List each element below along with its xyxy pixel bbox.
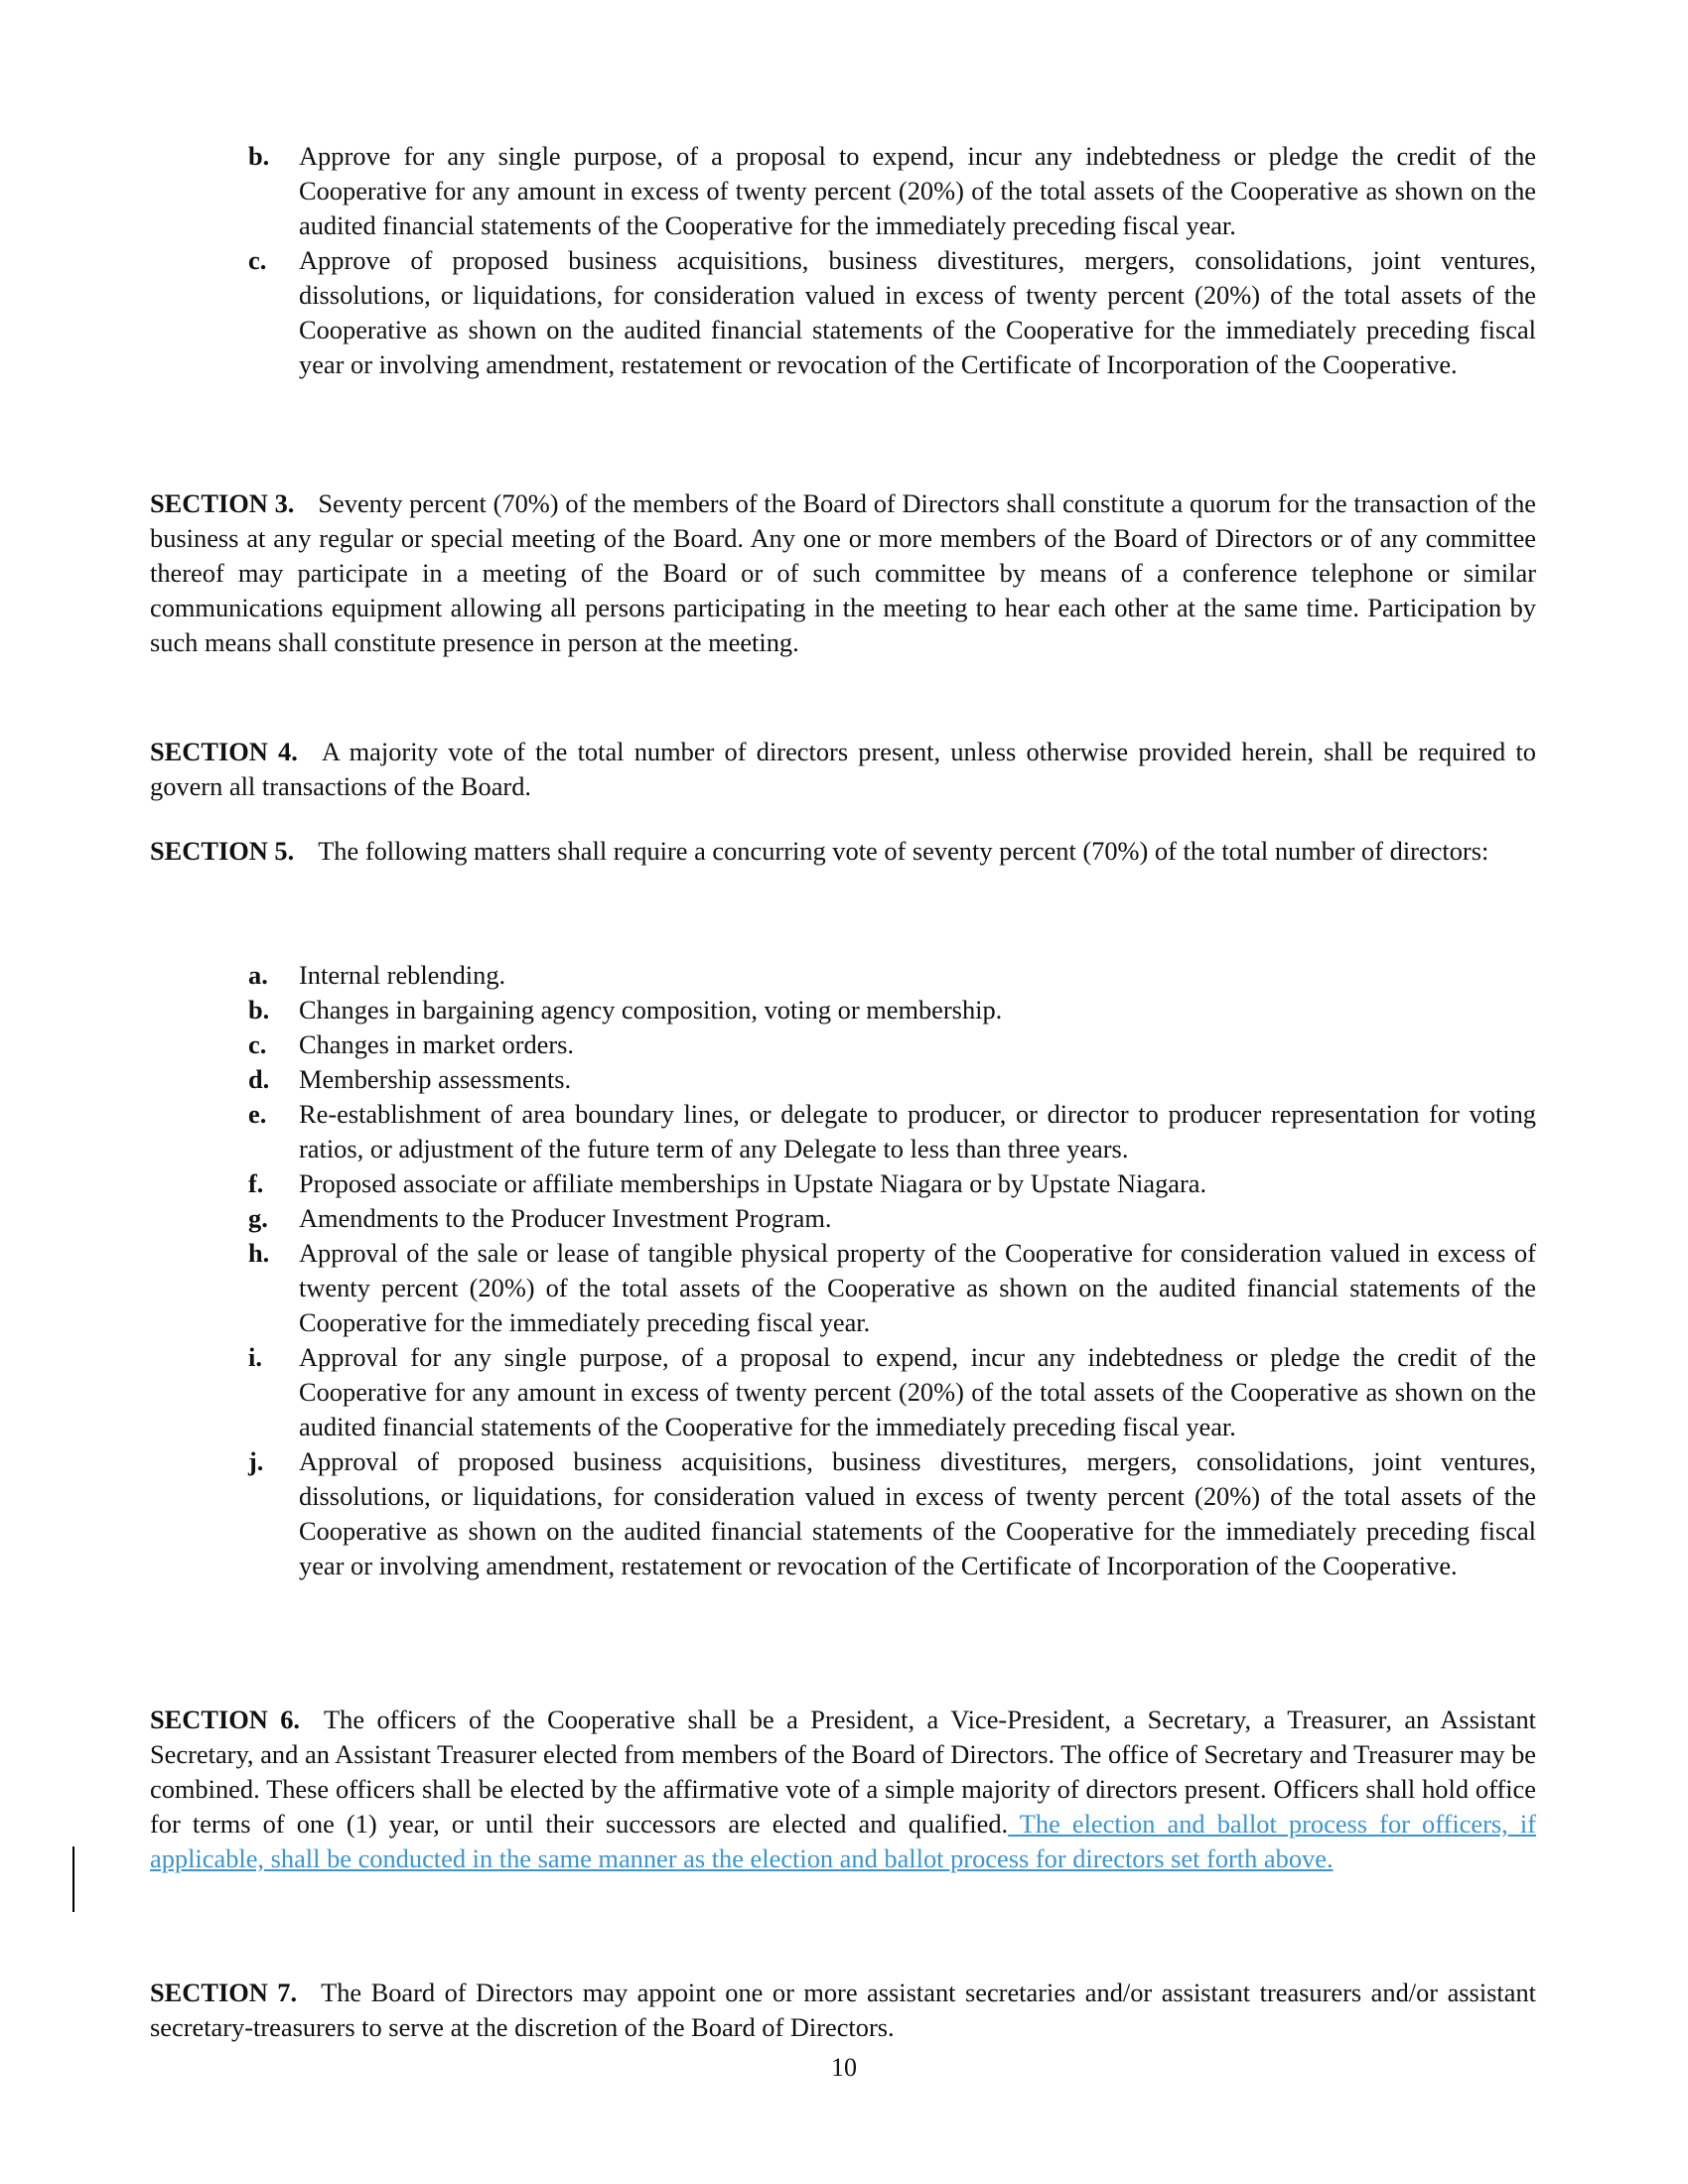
list-text: Approval of the sale or lease of tangible physical property of the Cooperative for consideration valued in excess of twenty percent (20%) of the total assets of the Cooperative as shown on the audited financial statements of the Cooperative for the immediately preceding fiscal year. — [299, 1238, 1536, 1337]
inserted-revision-text: The election and ballot process for officers, if applicable, shall be conducted in the same manner as the election and ballot process for directors set forth above. — [150, 1809, 1536, 1873]
section-4 — [150, 735, 1536, 804]
list-label: a. — [248, 960, 268, 990]
list-item — [150, 993, 1536, 1027]
list-item — [150, 958, 1536, 993]
section-6 — [150, 1703, 1536, 1876]
list-item — [150, 1097, 1536, 1166]
list-text: Approve for any single purpose, of a proposal to expend, incur any indebtedness or pledge the credit of the Cooperative for any amount in excess of twenty percent (20%) of the total assets of the Cooperative as shown on the audited financial statements of the Cooperative for the immediately preceding fiscal year. — [299, 141, 1536, 240]
list-text: Changes in bargaining agency composition, voting or membership. — [299, 995, 1003, 1024]
list-text: Internal reblending. — [299, 960, 506, 990]
list-text: Approve of proposed business acquisitions, business divestitures, mergers, consolidations, joint ventures, dissolutions, or liquidations, for consideration valued in excess of twenty percent (20%) of the total assets of the Cooperative as shown on the audited financial statements of the Cooperative for the immediately preceding fiscal year or involving amendment, restatement or revocation of the Certificate of Incorporation of the Cooperative. — [299, 245, 1536, 379]
list-item — [150, 139, 1536, 243]
page-number: 10 — [831, 2053, 857, 2082]
list-label: e. — [248, 1099, 267, 1129]
section-5 — [150, 834, 1536, 869]
section-3 — [150, 486, 1536, 660]
list-label: i. — [248, 1342, 262, 1372]
list-text: Proposed associate or affiliate memberships in Upstate Niagara or by Upstate Niagara. — [299, 1168, 1207, 1198]
list-item — [150, 1236, 1536, 1340]
list-label: j. — [248, 1446, 264, 1476]
list-item — [150, 1201, 1536, 1236]
section-heading: SECTION 5. — [150, 836, 295, 866]
section-heading: SECTION 7. — [150, 1978, 298, 2007]
section-heading: SECTION 6. — [150, 1705, 301, 1734]
list-item — [150, 1027, 1536, 1062]
section-heading: SECTION 4. — [150, 737, 298, 766]
list-text: Approval of proposed business acquisitions, business divestitures, mergers, consolidations, joint ventures, dissolutions, or liquidations, for consideration valued in excess of twenty percent (20%) of the total assets of the Cooperative as shown on the audited financial statements of the Cooperative for the immediately preceding fiscal year or involving amendment, restatement or revocation of the Certificate of Incorporation of the Cooperative. — [299, 1446, 1536, 1580]
section-5-list — [150, 958, 1536, 1583]
section-text: The following matters shall require a concurring vote of seventy percent (70%) of the total number of directors: — [318, 836, 1489, 866]
list-text: Changes in market orders. — [299, 1029, 575, 1059]
list-label: c. — [248, 245, 267, 275]
list-label: c. — [248, 1029, 267, 1059]
list-label: d. — [248, 1064, 270, 1094]
list-item — [150, 1166, 1536, 1201]
section-text: A majority vote of the total number of directors present, unless otherwise provided herein, shall be required to govern all transactions of the Board. — [150, 737, 1536, 801]
list-text: Amendments to the Producer Investment Program. — [299, 1203, 832, 1233]
list-item — [150, 1062, 1536, 1097]
list-text: Membership assessments. — [299, 1064, 572, 1094]
list-item — [150, 1340, 1536, 1444]
revision-change-bar — [72, 1846, 74, 1912]
section-text: The officers of the Cooperative shall be a President, a Vice-President, a Secretary, a Treasurer, an Assistant Secretary, and an Assistant Treasurer elected from members of the Board of Directors. The office of Secretary and Treasurer may be combined. These officers shall be elected by the affirmative vote of a simple majority of directors present. Officers shall hold office for terms of one (1) year, or until their successors are elected and qualified. — [150, 1705, 1537, 1839]
list-label: b. — [248, 995, 270, 1024]
section-7 — [150, 1976, 1536, 2045]
list-label: h. — [248, 1238, 270, 1268]
list-item — [150, 1444, 1536, 1583]
list-label: b. — [248, 141, 270, 171]
continued-list — [150, 139, 1536, 382]
list-label: g. — [248, 1203, 268, 1233]
list-label: f. — [248, 1168, 264, 1198]
section-text: Seventy percent (70%) of the members of the Board of Directors shall constitute a quorum for the transaction of the business at any regular or special meeting of the Board. Any one or more members of the Board of Directors or of any committee thereof may participate in a meeting of the Board or of such committee by means of a conference telephone or similar communications equipment allowing all persons participating in the meeting to hear each other at the same time. Participation by such means shall constitute presence in person at the meeting. — [150, 488, 1536, 657]
section-heading: SECTION 3. — [150, 488, 295, 518]
list-text: Re-establishment of area boundary lines, or delegate to producer, or director to producer representation for voting ratios, or adjustment of the future term of any Delegate to less than three years. — [299, 1099, 1536, 1163]
list-item — [150, 243, 1536, 382]
list-text: Approval for any single purpose, of a proposal to expend, incur any indebtedness or pledge the credit of the Cooperative for any amount in excess of twenty percent (20%) of the total assets of the Cooperative as shown on the audited financial statements of the Cooperative for the immediately preceding fiscal year. — [299, 1342, 1536, 1441]
section-text: The Board of Directors may appoint one or more assistant secretaries and/or assistant treasurers and/or assistant secretary-treasurers to serve at the discretion of the Board of Directors. — [150, 1978, 1536, 2042]
